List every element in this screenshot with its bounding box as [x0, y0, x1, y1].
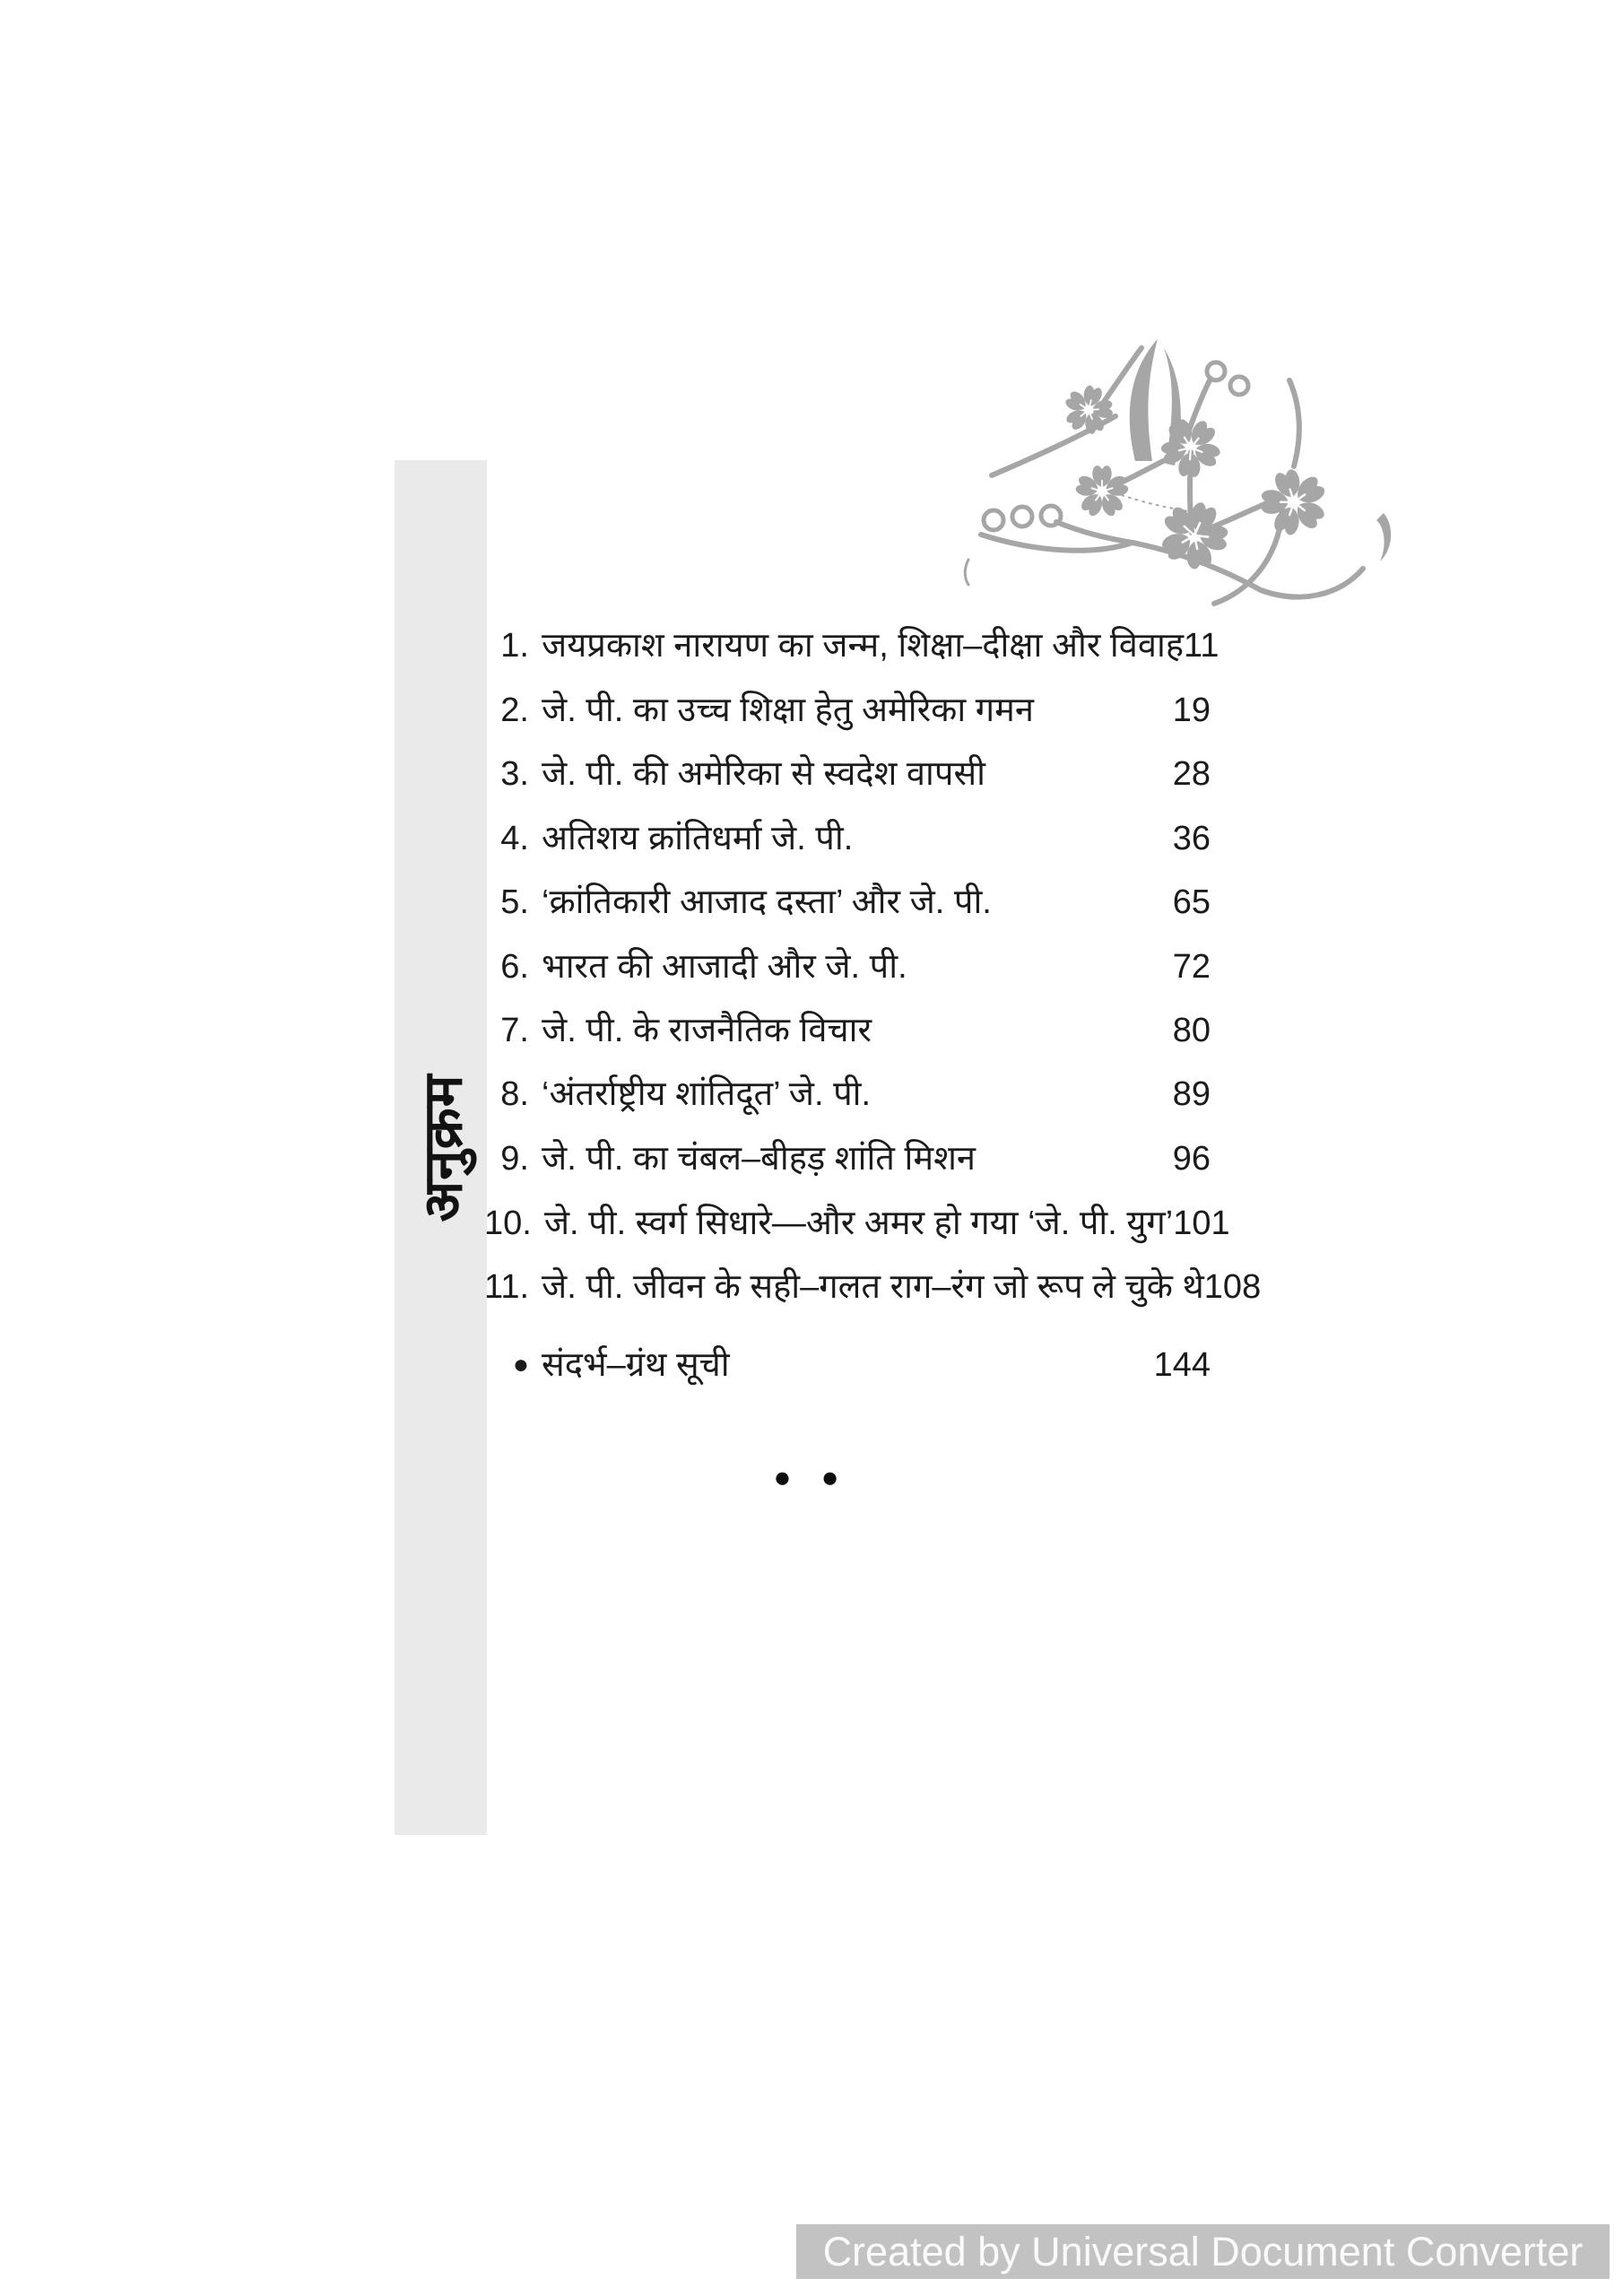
toc-row	[484, 1062, 1211, 1126]
toc-row	[484, 806, 1211, 871]
toc-item-number: 10.	[484, 1205, 532, 1242]
toc-item-page: 11	[1184, 627, 1219, 665]
toc-item-page: 101	[1173, 1205, 1230, 1242]
toc-row	[484, 870, 1211, 935]
reference-page: 144	[1153, 1346, 1211, 1384]
toc-item-number: 7.	[500, 1012, 529, 1049]
toc-item-number: 9.	[500, 1140, 529, 1178]
toc-item-page: 28	[1172, 755, 1211, 793]
toc-item-number: 8.	[500, 1075, 529, 1113]
watermark-banner: Created by Universal Document Converter	[796, 2224, 1610, 2279]
toc-item-number: 3.	[500, 755, 529, 793]
toc-item-number: 1.	[500, 627, 529, 665]
toc-item-page: 65	[1172, 883, 1211, 921]
toc-item-page: 36	[1172, 820, 1211, 857]
toc-item-title: जे. पी. का उच्च शिक्षा हेतु अमेरिका गमन	[542, 691, 1034, 729]
toc-item-page: 108	[1203, 1268, 1262, 1306]
toc-reference-row	[484, 1333, 1211, 1397]
toc-row	[484, 998, 1211, 1063]
toc-item-number: 2.	[500, 691, 529, 729]
bullet-icon: ●	[512, 1350, 529, 1379]
toc-item-number: 11.	[484, 1268, 530, 1306]
toc-item-page: 80	[1172, 1012, 1211, 1049]
toc-row	[484, 935, 1211, 999]
toc-row	[484, 613, 1219, 678]
toc-item-title: जयप्रकाश नारायण का जन्म, शिक्षा–दीक्षा और विवाह	[542, 627, 1185, 665]
floral-ornament-icon	[949, 334, 1415, 621]
toc-item-page: 96	[1172, 1140, 1211, 1178]
toc-item-title: ‘क्रांतिकारी आजाद दस्ता’ और जे. पी.	[542, 883, 992, 921]
reference-title: संदर्भ–ग्रंथ सूची	[542, 1346, 730, 1384]
toc-item-title: अतिशय क्रांतिधर्मा जे. पी.	[542, 820, 854, 857]
toc-item-title: जे. पी. जीवन के सही–गलत राग–रंग जो रूप ले चुके थे	[542, 1268, 1204, 1306]
toc-item-number: 4.	[500, 820, 529, 857]
toc-item-title: जे. पी. की अमेरिका से स्वदेश वापसी	[542, 755, 985, 793]
toc-row	[484, 1126, 1211, 1191]
toc-item-title: जे. पी. स्वर्ग सिधारे—और अमर हो गया ‘जे. पी. युग’	[543, 1205, 1174, 1242]
toc-row	[484, 1191, 1230, 1256]
toc-item-title: भारत की आजादी और जे. पी.	[542, 948, 907, 986]
chapter-end-dots: ● ●	[773, 1460, 850, 1493]
toc-item-page: 72	[1172, 948, 1211, 986]
toc-row	[484, 1255, 1262, 1319]
toc-row	[484, 678, 1211, 743]
contents-title: अनुक्रम	[412, 1073, 473, 1222]
contents-spine-band	[395, 460, 487, 1835]
toc-row	[484, 742, 1211, 806]
toc-item-title: ‘अंतर्राष्ट्रीय शांतिदूत’ जे. पी.	[542, 1075, 872, 1113]
toc-item-page: 19	[1172, 691, 1211, 729]
toc-item-title: जे. पी. का चंबल–बीहड़ शांति मिशन	[542, 1140, 976, 1178]
toc-item-number: 6.	[500, 948, 529, 986]
toc-item-number: 5.	[500, 883, 529, 921]
toc-item-title: जे. पी. के राजनैतिक विचार	[542, 1012, 872, 1049]
toc-item-page: 89	[1172, 1075, 1211, 1113]
